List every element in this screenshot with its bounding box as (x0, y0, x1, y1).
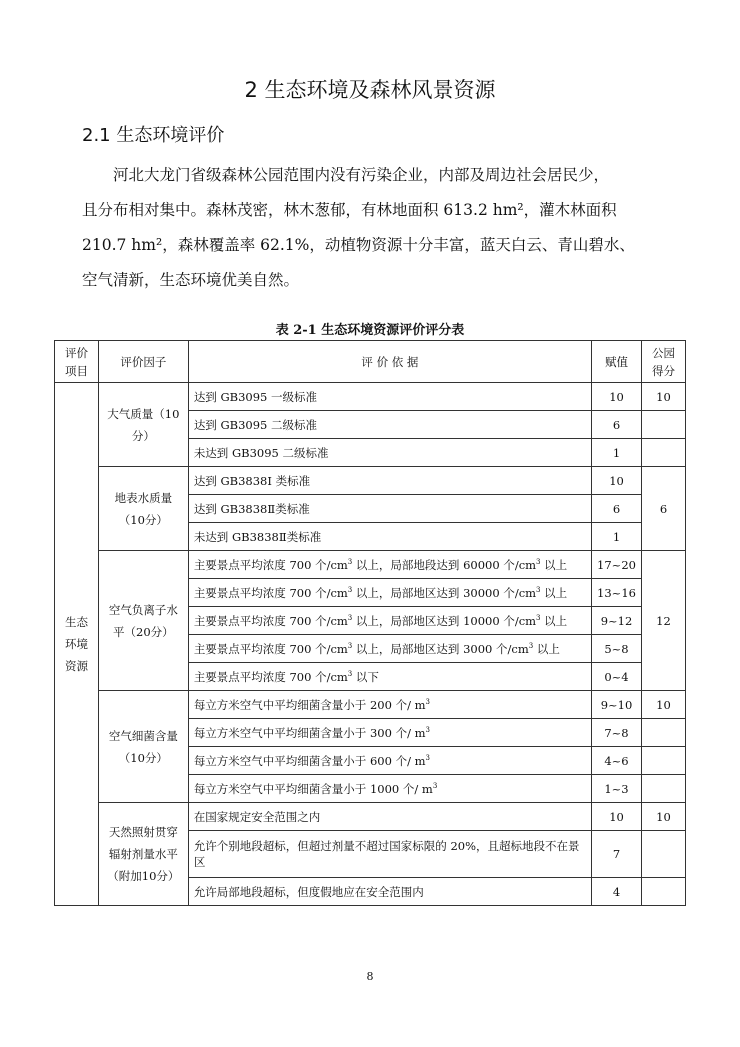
table-row (55, 383, 686, 411)
value-cell: 1~3 (592, 775, 642, 803)
score-cell: 12 (642, 551, 686, 691)
value-cell: 10 (592, 383, 642, 411)
empty-cell (642, 719, 686, 747)
empty-cell (642, 878, 686, 906)
header-score: 公园得分 (642, 341, 686, 383)
value-cell: 7~8 (592, 719, 642, 747)
table-row (55, 467, 686, 495)
paragraph-line: 210.7 hm²，森林覆盖率 62.1%，动植物资源十分丰富，蓝天白云、青山碧水、 (82, 236, 635, 254)
value-cell: 13~16 (592, 579, 642, 607)
value-cell: 9~12 (592, 607, 642, 635)
factor-cell: 空气细菌含量（10分） (98, 691, 188, 803)
section-title: 2.1 生态环境评价 (82, 125, 225, 146)
empty-cell (642, 775, 686, 803)
empty-cell (642, 831, 686, 878)
evaluation-table (54, 340, 686, 906)
basis-cell: 主要景点平均浓度 700 个$/cm^3$ 以下 (188, 663, 591, 691)
empty-cell (642, 439, 686, 467)
basis-cell: 主要景点平均浓度 700 个$/cm^3$ 以上，局部地区达到 3000 个$/cm^3$ 以上 (188, 635, 591, 663)
table-header-row (55, 341, 686, 383)
score-cell: 6 (642, 467, 686, 551)
basis-cell: 达到 GB3095 一级标准 (188, 383, 591, 411)
factor-cell: 空气负离子水平（20分） (98, 551, 188, 691)
basis-cell: 主要景点平均浓度 700 个$/cm^3$ 以上，局部地区达到 30000 个$/cm^3$ 以上 (188, 579, 591, 607)
empty-cell (642, 411, 686, 439)
value-cell: 1 (592, 523, 642, 551)
basis-cell: 在国家规定安全范围之内 (188, 803, 591, 831)
value-cell: 5~8 (592, 635, 642, 663)
paragraph-line: 空气清新，生态环境优美自然。 (82, 271, 300, 289)
value-cell: 0~4 (592, 663, 642, 691)
header-item: 评价项目 (55, 341, 99, 383)
empty-cell (642, 747, 686, 775)
factor-cell: 地表水质量（10分） (98, 467, 188, 551)
factor-cell: 天然照射贯穿辐射剂量水平（附加10分） (98, 803, 188, 906)
value-cell: 10 (592, 467, 642, 495)
header-factor: 评价因子 (98, 341, 188, 383)
basis-cell: 达到 GB3838Ⅱ类标准 (188, 495, 591, 523)
score-cell: 10 (642, 383, 686, 411)
category-cell: 生态环境资源 (55, 383, 99, 906)
basis-cell: 未达到 GB3838Ⅱ类标准 (188, 523, 591, 551)
basis-cell: 主要景点平均浓度 700 个$/cm^3$ 以上，局部地段达到 60000 个$/cm^3$ 以上 (188, 551, 591, 579)
value-cell: 1 (592, 439, 642, 467)
body-paragraph (82, 158, 662, 298)
basis-cell: 每立方米空气中平均细菌含量小于 300 个/ $m^3$ (188, 719, 591, 747)
page-number: 8 (366, 970, 374, 983)
value-cell: 4 (592, 878, 642, 906)
value-cell: 17~20 (592, 551, 642, 579)
value-cell: 10 (592, 803, 642, 831)
basis-cell: 主要景点平均浓度 700 个$/cm^3$ 以上，局部地区达到 10000 个$/cm^3$ 以上 (188, 607, 591, 635)
table-row (55, 691, 686, 719)
table-caption: 表 2-1 生态环境资源评价评分表 (275, 323, 465, 338)
value-cell: 6 (592, 411, 642, 439)
basis-cell: 每立方米空气中平均细菌含量小于 1000 个/ $m^3$ (188, 775, 591, 803)
basis-cell: 每立方米空气中平均细菌含量小于 600 个/ $m^3$ (188, 747, 591, 775)
paragraph-line: 且分布相对集中。森林茂密，林木葱郁，有林地面积 613.2 hm²，灌木林面积 (82, 201, 617, 219)
value-cell: 6 (592, 495, 642, 523)
basis-cell: 允许局部地段超标，但度假地应在安全范围内 (188, 878, 591, 906)
basis-cell: 达到 GB3095 二级标准 (188, 411, 591, 439)
basis-cell: 达到 GB3838I 类标准 (188, 467, 591, 495)
value-cell: 9~10 (592, 691, 642, 719)
basis-cell: 未达到 GB3095 二级标准 (188, 439, 591, 467)
score-cell: 10 (642, 691, 686, 719)
basis-cell: 每立方米空气中平均细菌含量小于 200 个/ $m^3$ (188, 691, 591, 719)
table-row (55, 551, 686, 579)
value-cell: 7 (592, 831, 642, 878)
basis-cell: 允许个别地段超标，但超过剂量不超过国家标限的 20%，且超标地段不在景区 (188, 831, 591, 878)
factor-cell: 大气质量（10分） (98, 383, 188, 467)
paragraph-line: 河北大龙门省级森林公园范围内没有污染企业，内部及周边社会居民少， (113, 166, 610, 184)
header-basis: 评 价 依 据 (188, 341, 591, 383)
chapter-heading: 2 生态环境及森林风景资源 (244, 78, 496, 102)
score-cell: 10 (642, 803, 686, 831)
value-cell: 4~6 (592, 747, 642, 775)
header-value: 赋值 (592, 341, 642, 383)
table-row (55, 803, 686, 831)
